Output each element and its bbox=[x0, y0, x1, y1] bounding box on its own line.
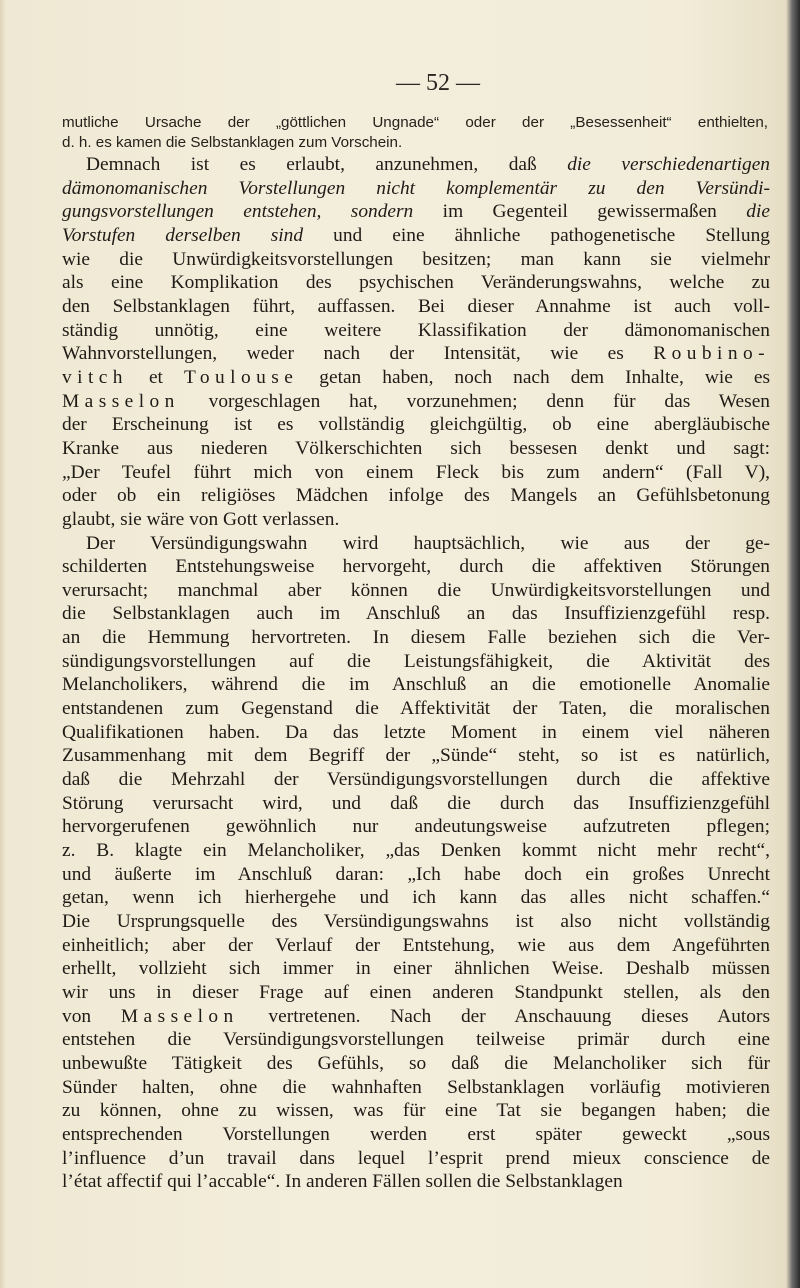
text-segment: wie die Unwürdigkeitsvorstellungen besitzen; man kann sie vielmehr bbox=[62, 248, 770, 270]
text-segment: zu können, ohne zu wissen, was für eine Tat sie begangen haben; die bbox=[62, 1100, 770, 1122]
text-segment: ständig unnötig, eine weitere Klassifikation der dämonomanischen bbox=[62, 319, 770, 341]
text-segment: verursacht; manchmal aber können die Unwürdigkeitsvorstellungen und bbox=[62, 579, 770, 601]
text-line bbox=[62, 413, 770, 437]
text-line bbox=[62, 886, 770, 910]
text-line bbox=[62, 957, 770, 981]
text-line bbox=[62, 1076, 770, 1100]
text-segment: vertretenen. Nach der Anschauung dieses Autors bbox=[238, 1005, 770, 1027]
text-segment: Der Versündigungswahn wird hauptsächlich, wie aus der ge- bbox=[86, 532, 770, 554]
italic-phrase: die bbox=[746, 201, 770, 223]
text-line bbox=[62, 224, 770, 248]
text-line bbox=[62, 697, 770, 721]
footnote bbox=[62, 113, 768, 153]
text-segment: Kranke aus niederen Völkerschichten sich bessesen denkt und sagt: bbox=[62, 437, 770, 459]
text-line bbox=[62, 815, 770, 839]
text-segment: l’état affectif qui l’accable“. In anderen Fällen sollen die Selbstanklagen bbox=[62, 1171, 623, 1193]
text-line bbox=[62, 1052, 770, 1076]
text-line bbox=[62, 437, 770, 461]
text-line bbox=[62, 248, 770, 272]
text-segment: entstandenen zum Gegenstand die Affektivität der Taten, die moralischen bbox=[62, 698, 770, 720]
text-segment: sündigungsvorstellungen auf die Leistungsfähigkeit, die Aktivität des bbox=[62, 650, 770, 672]
text-segment: l’influence d’un travail dans lequel l’esprit prend mieux conscience de bbox=[62, 1147, 770, 1169]
text-segment: als eine Komplikation des psychischen Veränderungswahns, welche zu bbox=[62, 272, 770, 294]
text-segment: der Erscheinung ist es vollständig gleichgültig, ob eine abergläubische bbox=[62, 414, 770, 436]
text-line bbox=[62, 390, 770, 414]
author-name: vitch bbox=[62, 366, 128, 388]
text-line bbox=[62, 319, 770, 343]
text-segment: Sünder halten, ohne die wahnhaften Selbstanklagen vorläufig motivieren bbox=[62, 1076, 770, 1098]
text-segment: schilderten Entstehungsweise hervorgeht, durch die affektiven Störungen bbox=[62, 556, 770, 578]
text-line bbox=[62, 1028, 770, 1052]
text-segment: von bbox=[62, 1005, 121, 1027]
text-line bbox=[62, 839, 770, 863]
italic-phrase: Vorstufen derselben sind bbox=[62, 224, 304, 246]
text-segment: „Der Teufel führt mich von einem Fleck bis zum andern“ (Fall V), bbox=[62, 461, 770, 483]
footnote-line-2: d. h. es kamen die Selbstanklagen zum Vorschein. bbox=[62, 134, 403, 151]
text-segment: Die Ursprungsquelle des Versündigungswahns ist also nicht vollständig bbox=[62, 911, 770, 932]
text-segment: den Selbstanklagen führt, auffassen. Bei dieser Annahme ist auch voll- bbox=[62, 295, 770, 317]
page-left-edge bbox=[0, 0, 6, 1288]
text-line bbox=[62, 934, 770, 958]
text-line bbox=[62, 532, 770, 556]
text-segment: hervorgerufenen gewöhnlich nur andeutungsweise aufzutreten pflegen; bbox=[62, 816, 770, 838]
text-segment: Störung verursacht wird, und daß die durch das Insuffizienzgefühl bbox=[62, 792, 770, 814]
italic-phrase: dämonomanischen Vorstellungen nicht komplementär zu den Versündi- bbox=[62, 177, 770, 199]
text-line bbox=[62, 673, 770, 697]
text-segment: getan haben, noch nach dem Inhalte, wie es bbox=[298, 366, 770, 388]
text-segment: Melancholikers, während die im Anschluß an die emotionelle Anomalie bbox=[62, 674, 770, 696]
text-line bbox=[62, 602, 770, 626]
text-line bbox=[62, 910, 770, 934]
text-segment: erhellt, vollzieht sich immer in einer ähnlichen Weise. Deshalb müssen bbox=[62, 958, 770, 980]
text-line bbox=[62, 1005, 770, 1029]
italic-phrase: die verschiedenartigen bbox=[567, 154, 770, 175]
author-name: Roubino- bbox=[653, 343, 770, 365]
text-line bbox=[62, 1170, 770, 1194]
text-line bbox=[62, 200, 770, 224]
text-line bbox=[62, 342, 770, 366]
body-text bbox=[62, 153, 770, 1194]
text-segment: vorgeschlagen hat, vorzunehmen; denn für das Wesen bbox=[179, 390, 770, 412]
text-line bbox=[62, 271, 770, 295]
text-line bbox=[62, 721, 770, 745]
text-segment: Zusammenhang mit dem Begriff der „Sünde“ steht, so ist es natürlich, bbox=[62, 745, 770, 767]
italic-phrase: gungsvorstellungen entstehen, sondern bbox=[62, 201, 414, 223]
text-line bbox=[62, 579, 770, 603]
text-line bbox=[62, 981, 770, 1005]
text-line bbox=[62, 863, 770, 887]
text-segment: Wahnvorstellungen, weder nach der Intensität, wie es bbox=[62, 343, 654, 365]
text-segment: die Selbstanklagen auch im Anschluß an das Insuffizienzgefühl resp. bbox=[62, 603, 770, 625]
text-line bbox=[62, 177, 770, 201]
text-segment: entstehen die Versündigungsvorstellungen teilweise primär durch eine bbox=[62, 1029, 770, 1051]
text-line bbox=[62, 484, 770, 508]
page-number: — 52 — bbox=[396, 70, 480, 96]
text-segment: et bbox=[127, 366, 184, 388]
text-line bbox=[62, 1147, 770, 1171]
text-segment: daß die Mehrzahl der Versündigungsvorstellungen durch die affektive bbox=[62, 769, 770, 791]
text-segment: an die Hemmung hervortreten. In diesem Falle beziehen sich die Ver- bbox=[62, 627, 770, 649]
text-line bbox=[62, 626, 770, 650]
text-line bbox=[62, 650, 770, 674]
text-segment: unbewußte Tätigkeit des Gefühls, so daß die Melancholiker sich für bbox=[62, 1052, 770, 1074]
text-line bbox=[62, 1123, 770, 1147]
text-line bbox=[62, 555, 770, 579]
text-segment: einheitlich; aber der Verlauf der Entstehung, wie aus dem Angeführten bbox=[62, 934, 770, 956]
page-binding-shadow bbox=[786, 0, 800, 1288]
text-segment: oder ob ein religiöses Mädchen infolge des Mangels an Gefühlsbetonung bbox=[62, 485, 770, 507]
text-line bbox=[62, 153, 770, 177]
text-segment: im Gegenteil gewissermaßen bbox=[413, 201, 747, 223]
text-segment: entsprechenden Vorstellungen werden erst später geweckt „sous bbox=[62, 1123, 770, 1145]
text-line bbox=[62, 792, 770, 816]
footnote-line-1: mutliche Ursache der „göttlichen Ungnade“ oder der „Besessenheit“ enthielten, bbox=[62, 114, 768, 131]
text-segment: Demnach ist es erlaubt, anzunehmen, daß bbox=[86, 154, 568, 175]
text-segment: wir uns in dieser Frage auf einen anderen Standpunkt stellen, als den bbox=[62, 981, 770, 1003]
text-line bbox=[62, 366, 770, 390]
text-segment: und äußerte im Anschluß daran: „Ich habe doch ein großes Unrecht bbox=[62, 863, 770, 885]
text-line bbox=[62, 1099, 770, 1123]
text-line bbox=[62, 461, 770, 485]
text-line bbox=[62, 768, 770, 792]
text-line bbox=[62, 508, 770, 532]
text-segment: z. B. klagte ein Melancholiker, „das Denken kommt nicht mehr recht“, bbox=[62, 840, 770, 862]
text-line bbox=[62, 744, 770, 768]
text-segment: getan, wenn ich hierhergehe und ich kann das alles nicht schaffen.“ bbox=[62, 887, 770, 909]
author-name: Masselon bbox=[120, 1005, 239, 1027]
author-name: Masselon bbox=[62, 390, 180, 412]
author-name: Toulouse bbox=[183, 366, 299, 388]
text-line bbox=[62, 295, 770, 319]
text-segment: Qualifikationen haben. Da das letzte Moment in einem viel näheren bbox=[62, 721, 770, 743]
text-segment: und eine ähnliche pathogenetische Stellung bbox=[303, 224, 770, 246]
text-segment: glaubt, sie wäre von Gott verlassen. bbox=[62, 508, 340, 530]
